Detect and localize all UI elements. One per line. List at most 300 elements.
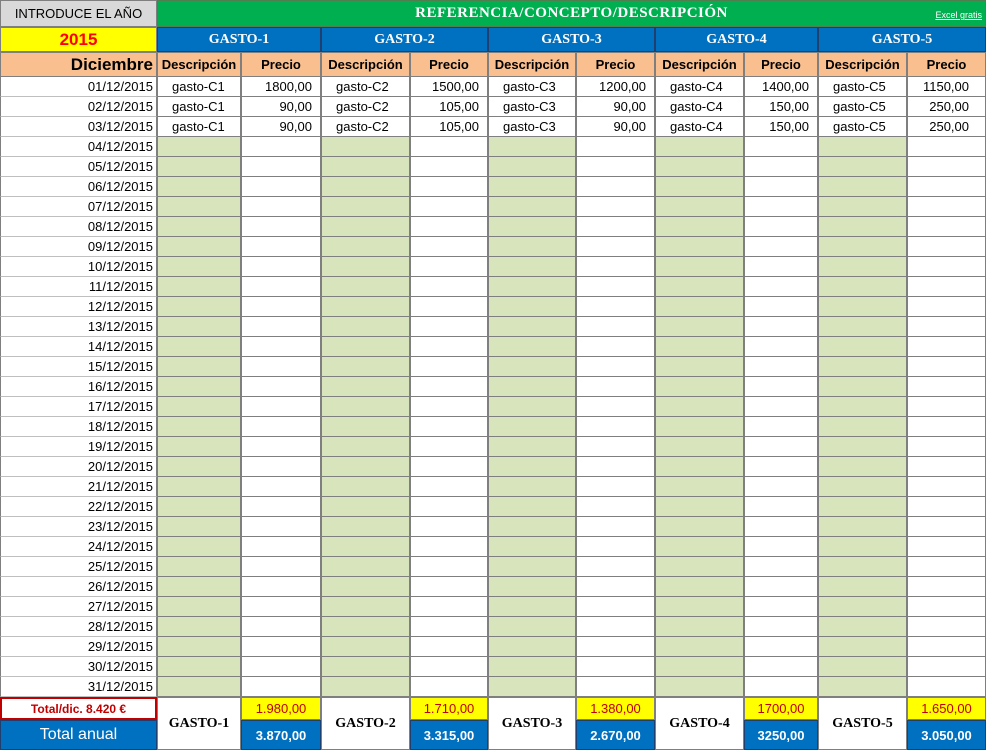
description-cell[interactable] xyxy=(818,437,907,457)
price-cell[interactable]: 90,00 xyxy=(241,117,321,137)
price-cell[interactable] xyxy=(410,317,488,337)
description-cell[interactable] xyxy=(488,477,576,497)
price-cell[interactable] xyxy=(241,217,321,237)
description-cell[interactable] xyxy=(488,497,576,517)
price-cell[interactable] xyxy=(410,437,488,457)
description-cell[interactable] xyxy=(818,177,907,197)
price-cell[interactable] xyxy=(744,457,818,477)
description-cell[interactable] xyxy=(488,277,576,297)
price-cell[interactable] xyxy=(241,657,321,677)
price-cell[interactable] xyxy=(410,237,488,257)
description-cell[interactable] xyxy=(818,657,907,677)
price-cell[interactable] xyxy=(241,477,321,497)
description-cell[interactable] xyxy=(818,417,907,437)
description-cell[interactable] xyxy=(488,517,576,537)
price-cell[interactable] xyxy=(907,517,986,537)
description-cell[interactable] xyxy=(321,197,410,217)
price-cell[interactable] xyxy=(241,677,321,697)
price-cell[interactable] xyxy=(241,437,321,457)
price-cell[interactable] xyxy=(744,317,818,337)
description-cell[interactable] xyxy=(321,157,410,177)
price-cell[interactable] xyxy=(744,677,818,697)
price-cell[interactable] xyxy=(744,417,818,437)
description-cell[interactable] xyxy=(488,377,576,397)
price-cell[interactable] xyxy=(744,397,818,417)
description-cell[interactable] xyxy=(488,537,576,557)
excel-gratis-link[interactable]: Excel gratis xyxy=(935,10,982,20)
price-cell[interactable] xyxy=(410,457,488,477)
description-cell[interactable] xyxy=(157,437,241,457)
price-cell[interactable] xyxy=(410,517,488,537)
price-cell[interactable] xyxy=(410,617,488,637)
price-cell[interactable] xyxy=(576,637,655,657)
description-cell[interactable] xyxy=(655,617,744,637)
price-cell[interactable] xyxy=(744,337,818,357)
price-cell[interactable]: 1500,00 xyxy=(410,77,488,97)
price-cell[interactable] xyxy=(744,557,818,577)
description-cell[interactable] xyxy=(157,377,241,397)
description-cell[interactable] xyxy=(157,277,241,297)
year-input[interactable]: 2015 xyxy=(0,27,157,52)
description-cell[interactable] xyxy=(157,497,241,517)
price-cell[interactable] xyxy=(241,417,321,437)
description-cell[interactable] xyxy=(818,537,907,557)
price-cell[interactable] xyxy=(744,297,818,317)
price-cell[interactable] xyxy=(744,517,818,537)
description-cell[interactable] xyxy=(157,217,241,237)
price-cell[interactable] xyxy=(576,417,655,437)
description-cell[interactable] xyxy=(321,517,410,537)
price-cell[interactable] xyxy=(744,197,818,217)
description-cell[interactable] xyxy=(157,417,241,437)
description-cell[interactable] xyxy=(655,517,744,537)
description-cell[interactable] xyxy=(321,417,410,437)
description-cell[interactable] xyxy=(818,297,907,317)
description-cell[interactable] xyxy=(321,677,410,697)
description-cell[interactable] xyxy=(488,397,576,417)
description-cell[interactable] xyxy=(488,337,576,357)
price-cell[interactable] xyxy=(410,297,488,317)
price-cell[interactable]: 250,00 xyxy=(907,97,986,117)
description-cell[interactable]: gasto-C2 xyxy=(321,97,410,117)
price-cell[interactable] xyxy=(907,637,986,657)
description-cell[interactable] xyxy=(818,477,907,497)
description-cell[interactable] xyxy=(655,177,744,197)
price-cell[interactable] xyxy=(576,677,655,697)
description-cell[interactable] xyxy=(157,617,241,637)
price-cell[interactable] xyxy=(744,257,818,277)
description-cell[interactable] xyxy=(655,437,744,457)
description-cell[interactable] xyxy=(321,137,410,157)
description-cell[interactable] xyxy=(655,457,744,477)
price-cell[interactable] xyxy=(907,417,986,437)
description-cell[interactable] xyxy=(655,377,744,397)
price-cell[interactable] xyxy=(907,437,986,457)
description-cell[interactable] xyxy=(818,577,907,597)
description-cell[interactable] xyxy=(157,137,241,157)
description-cell[interactable] xyxy=(321,437,410,457)
price-cell[interactable] xyxy=(241,637,321,657)
description-cell[interactable] xyxy=(488,417,576,437)
description-cell[interactable] xyxy=(321,377,410,397)
description-cell[interactable] xyxy=(321,317,410,337)
description-cell[interactable] xyxy=(157,157,241,177)
description-cell[interactable] xyxy=(488,257,576,277)
price-cell[interactable] xyxy=(907,337,986,357)
price-cell[interactable] xyxy=(907,477,986,497)
price-cell[interactable] xyxy=(576,437,655,457)
price-cell[interactable] xyxy=(410,217,488,237)
price-cell[interactable] xyxy=(907,197,986,217)
price-cell[interactable]: 1400,00 xyxy=(744,77,818,97)
price-cell[interactable] xyxy=(576,257,655,277)
description-cell[interactable]: gasto-C4 xyxy=(655,117,744,137)
price-cell[interactable] xyxy=(576,177,655,197)
description-cell[interactable] xyxy=(818,497,907,517)
price-cell[interactable] xyxy=(241,157,321,177)
description-cell[interactable] xyxy=(157,657,241,677)
price-cell[interactable] xyxy=(576,297,655,317)
price-cell[interactable] xyxy=(410,397,488,417)
description-cell[interactable] xyxy=(321,237,410,257)
price-cell[interactable] xyxy=(744,657,818,677)
description-cell[interactable] xyxy=(488,237,576,257)
description-cell[interactable] xyxy=(488,217,576,237)
price-cell[interactable] xyxy=(907,257,986,277)
price-cell[interactable] xyxy=(744,277,818,297)
description-cell[interactable] xyxy=(655,197,744,217)
description-cell[interactable] xyxy=(655,397,744,417)
description-cell[interactable] xyxy=(818,397,907,417)
description-cell[interactable] xyxy=(818,257,907,277)
price-cell[interactable]: 1150,00 xyxy=(907,77,986,97)
description-cell[interactable] xyxy=(655,677,744,697)
description-cell[interactable]: gasto-C3 xyxy=(488,77,576,97)
price-cell[interactable] xyxy=(241,137,321,157)
price-cell[interactable]: 105,00 xyxy=(410,117,488,137)
price-cell[interactable] xyxy=(907,657,986,677)
price-cell[interactable] xyxy=(576,537,655,557)
description-cell[interactable] xyxy=(321,597,410,617)
price-cell[interactable] xyxy=(241,577,321,597)
price-cell[interactable] xyxy=(907,157,986,177)
description-cell[interactable] xyxy=(818,237,907,257)
price-cell[interactable] xyxy=(241,517,321,537)
price-cell[interactable] xyxy=(576,217,655,237)
price-cell[interactable] xyxy=(241,357,321,377)
price-cell[interactable] xyxy=(410,197,488,217)
description-cell[interactable] xyxy=(157,317,241,337)
description-cell[interactable] xyxy=(818,377,907,397)
description-cell[interactable] xyxy=(488,557,576,577)
price-cell[interactable] xyxy=(907,317,986,337)
price-cell[interactable] xyxy=(744,497,818,517)
description-cell[interactable] xyxy=(488,677,576,697)
price-cell[interactable] xyxy=(576,137,655,157)
description-cell[interactable] xyxy=(157,597,241,617)
description-cell[interactable] xyxy=(818,277,907,297)
price-cell[interactable]: 150,00 xyxy=(744,97,818,117)
description-cell[interactable] xyxy=(818,457,907,477)
price-cell[interactable]: 90,00 xyxy=(576,117,655,137)
description-cell[interactable] xyxy=(818,197,907,217)
description-cell[interactable] xyxy=(157,177,241,197)
description-cell[interactable] xyxy=(157,237,241,257)
description-cell[interactable] xyxy=(321,277,410,297)
price-cell[interactable] xyxy=(907,137,986,157)
description-cell[interactable] xyxy=(321,537,410,557)
description-cell[interactable] xyxy=(655,417,744,437)
description-cell[interactable] xyxy=(321,497,410,517)
price-cell[interactable] xyxy=(907,297,986,317)
price-cell[interactable] xyxy=(241,257,321,277)
description-cell[interactable] xyxy=(655,337,744,357)
price-cell[interactable] xyxy=(410,477,488,497)
description-cell[interactable] xyxy=(488,637,576,657)
price-cell[interactable] xyxy=(410,497,488,517)
price-cell[interactable] xyxy=(907,237,986,257)
price-cell[interactable] xyxy=(576,557,655,577)
description-cell[interactable] xyxy=(157,637,241,657)
price-cell[interactable] xyxy=(410,377,488,397)
price-cell[interactable] xyxy=(576,197,655,217)
description-cell[interactable] xyxy=(818,337,907,357)
description-cell[interactable] xyxy=(818,637,907,657)
price-cell[interactable] xyxy=(410,557,488,577)
description-cell[interactable] xyxy=(321,637,410,657)
description-cell[interactable]: gasto-C2 xyxy=(321,117,410,137)
description-cell[interactable] xyxy=(157,357,241,377)
description-cell[interactable] xyxy=(157,537,241,557)
price-cell[interactable] xyxy=(744,217,818,237)
price-cell[interactable] xyxy=(744,357,818,377)
price-cell[interactable] xyxy=(576,517,655,537)
price-cell[interactable] xyxy=(241,377,321,397)
description-cell[interactable] xyxy=(157,337,241,357)
price-cell[interactable] xyxy=(410,357,488,377)
description-cell[interactable] xyxy=(488,357,576,377)
description-cell[interactable]: gasto-C5 xyxy=(818,77,907,97)
price-cell[interactable] xyxy=(744,577,818,597)
price-cell[interactable] xyxy=(576,597,655,617)
price-cell[interactable] xyxy=(907,457,986,477)
description-cell[interactable] xyxy=(655,497,744,517)
description-cell[interactable]: gasto-C5 xyxy=(818,97,907,117)
price-cell[interactable] xyxy=(907,177,986,197)
description-cell[interactable] xyxy=(655,477,744,497)
price-cell[interactable] xyxy=(744,477,818,497)
description-cell[interactable] xyxy=(818,317,907,337)
price-cell[interactable] xyxy=(241,297,321,317)
description-cell[interactable] xyxy=(488,657,576,677)
price-cell[interactable] xyxy=(241,597,321,617)
description-cell[interactable] xyxy=(157,297,241,317)
price-cell[interactable] xyxy=(410,137,488,157)
description-cell[interactable]: gasto-C4 xyxy=(655,97,744,117)
description-cell[interactable] xyxy=(157,257,241,277)
description-cell[interactable] xyxy=(488,297,576,317)
description-cell[interactable] xyxy=(818,137,907,157)
price-cell[interactable] xyxy=(241,397,321,417)
price-cell[interactable] xyxy=(410,417,488,437)
price-cell[interactable]: 150,00 xyxy=(744,117,818,137)
price-cell[interactable] xyxy=(241,617,321,637)
price-cell[interactable]: 90,00 xyxy=(576,97,655,117)
price-cell[interactable] xyxy=(576,377,655,397)
description-cell[interactable] xyxy=(488,197,576,217)
description-cell[interactable] xyxy=(488,177,576,197)
price-cell[interactable]: 250,00 xyxy=(907,117,986,137)
description-cell[interactable] xyxy=(488,157,576,177)
price-cell[interactable] xyxy=(576,397,655,417)
price-cell[interactable] xyxy=(576,317,655,337)
description-cell[interactable] xyxy=(321,577,410,597)
description-cell[interactable] xyxy=(655,637,744,657)
price-cell[interactable] xyxy=(907,537,986,557)
price-cell[interactable] xyxy=(744,137,818,157)
description-cell[interactable] xyxy=(157,197,241,217)
description-cell[interactable] xyxy=(157,457,241,477)
price-cell[interactable]: 105,00 xyxy=(410,97,488,117)
price-cell[interactable] xyxy=(576,457,655,477)
price-cell[interactable] xyxy=(576,157,655,177)
description-cell[interactable] xyxy=(321,217,410,237)
description-cell[interactable] xyxy=(321,657,410,677)
description-cell[interactable] xyxy=(655,157,744,177)
price-cell[interactable] xyxy=(241,497,321,517)
price-cell[interactable] xyxy=(907,597,986,617)
price-cell[interactable] xyxy=(576,357,655,377)
description-cell[interactable] xyxy=(157,517,241,537)
description-cell[interactable]: gasto-C3 xyxy=(488,97,576,117)
description-cell[interactable] xyxy=(818,157,907,177)
price-cell[interactable]: 1200,00 xyxy=(576,77,655,97)
price-cell[interactable] xyxy=(576,237,655,257)
price-cell[interactable]: 90,00 xyxy=(241,97,321,117)
price-cell[interactable] xyxy=(907,677,986,697)
price-cell[interactable] xyxy=(907,557,986,577)
description-cell[interactable] xyxy=(655,357,744,377)
description-cell[interactable] xyxy=(655,297,744,317)
price-cell[interactable] xyxy=(410,597,488,617)
price-cell[interactable] xyxy=(241,177,321,197)
price-cell[interactable] xyxy=(907,357,986,377)
price-cell[interactable] xyxy=(907,577,986,597)
description-cell[interactable] xyxy=(488,317,576,337)
price-cell[interactable] xyxy=(241,277,321,297)
price-cell[interactable] xyxy=(744,637,818,657)
price-cell[interactable] xyxy=(907,277,986,297)
description-cell[interactable]: gasto-C4 xyxy=(655,77,744,97)
description-cell[interactable] xyxy=(818,597,907,617)
description-cell[interactable] xyxy=(488,577,576,597)
description-cell[interactable] xyxy=(157,577,241,597)
description-cell[interactable] xyxy=(321,177,410,197)
price-cell[interactable] xyxy=(744,617,818,637)
description-cell[interactable] xyxy=(655,537,744,557)
description-cell[interactable] xyxy=(488,437,576,457)
description-cell[interactable] xyxy=(157,557,241,577)
description-cell[interactable] xyxy=(321,357,410,377)
price-cell[interactable] xyxy=(907,217,986,237)
description-cell[interactable] xyxy=(655,277,744,297)
description-cell[interactable] xyxy=(655,137,744,157)
description-cell[interactable] xyxy=(655,317,744,337)
price-cell[interactable]: 1800,00 xyxy=(241,77,321,97)
description-cell[interactable] xyxy=(818,217,907,237)
price-cell[interactable] xyxy=(410,577,488,597)
description-cell[interactable] xyxy=(818,357,907,377)
price-cell[interactable] xyxy=(410,177,488,197)
price-cell[interactable] xyxy=(410,637,488,657)
price-cell[interactable] xyxy=(907,397,986,417)
price-cell[interactable] xyxy=(410,257,488,277)
description-cell[interactable]: gasto-C3 xyxy=(488,117,576,137)
description-cell[interactable] xyxy=(655,557,744,577)
price-cell[interactable] xyxy=(744,177,818,197)
price-cell[interactable] xyxy=(410,157,488,177)
price-cell[interactable] xyxy=(410,537,488,557)
price-cell[interactable] xyxy=(907,377,986,397)
price-cell[interactable] xyxy=(744,157,818,177)
description-cell[interactable] xyxy=(488,597,576,617)
description-cell[interactable] xyxy=(655,217,744,237)
description-cell[interactable] xyxy=(321,397,410,417)
price-cell[interactable] xyxy=(744,437,818,457)
description-cell[interactable] xyxy=(488,617,576,637)
price-cell[interactable] xyxy=(241,197,321,217)
description-cell[interactable] xyxy=(321,457,410,477)
price-cell[interactable] xyxy=(241,317,321,337)
price-cell[interactable] xyxy=(744,597,818,617)
price-cell[interactable] xyxy=(241,457,321,477)
description-cell[interactable] xyxy=(818,557,907,577)
description-cell[interactable]: gasto-C2 xyxy=(321,77,410,97)
price-cell[interactable] xyxy=(576,477,655,497)
description-cell[interactable]: gasto-C1 xyxy=(157,77,241,97)
description-cell[interactable]: gasto-C1 xyxy=(157,97,241,117)
price-cell[interactable] xyxy=(576,497,655,517)
price-cell[interactable] xyxy=(410,277,488,297)
price-cell[interactable] xyxy=(744,537,818,557)
description-cell[interactable] xyxy=(818,677,907,697)
price-cell[interactable] xyxy=(744,237,818,257)
price-cell[interactable] xyxy=(576,657,655,677)
price-cell[interactable] xyxy=(410,337,488,357)
description-cell[interactable] xyxy=(157,397,241,417)
price-cell[interactable] xyxy=(241,337,321,357)
price-cell[interactable] xyxy=(576,337,655,357)
description-cell[interactable] xyxy=(321,477,410,497)
description-cell[interactable] xyxy=(655,597,744,617)
description-cell[interactable] xyxy=(321,297,410,317)
price-cell[interactable] xyxy=(576,577,655,597)
price-cell[interactable] xyxy=(410,677,488,697)
description-cell[interactable] xyxy=(321,557,410,577)
description-cell[interactable] xyxy=(655,257,744,277)
price-cell[interactable] xyxy=(576,277,655,297)
description-cell[interactable] xyxy=(655,237,744,257)
description-cell[interactable] xyxy=(488,137,576,157)
price-cell[interactable] xyxy=(241,537,321,557)
description-cell[interactable] xyxy=(157,677,241,697)
price-cell[interactable] xyxy=(907,497,986,517)
description-cell[interactable] xyxy=(321,617,410,637)
description-cell[interactable] xyxy=(818,617,907,637)
description-cell[interactable] xyxy=(321,337,410,357)
description-cell[interactable] xyxy=(818,517,907,537)
price-cell[interactable] xyxy=(576,617,655,637)
